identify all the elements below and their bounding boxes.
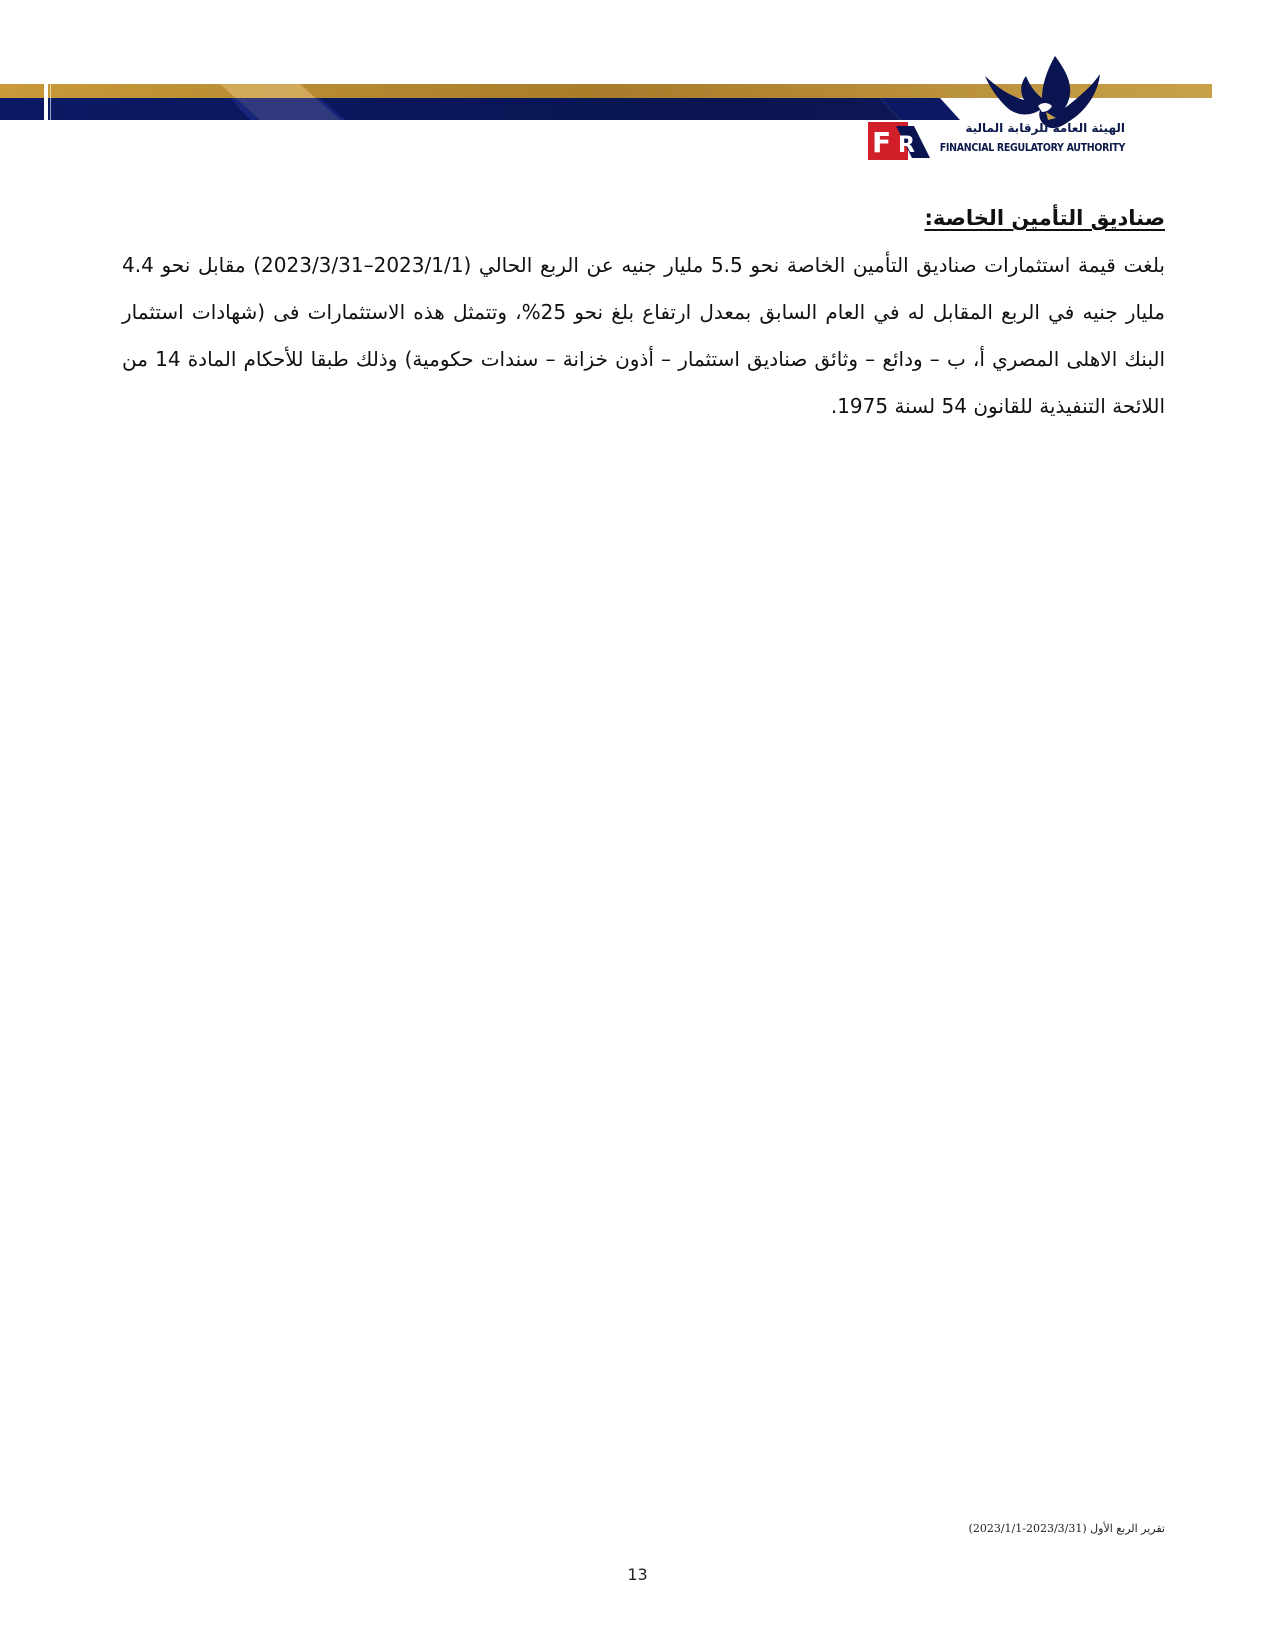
page-number: 13	[627, 1565, 648, 1584]
footer-report-label: تقرير الربع الأول (2023/3/31-2023/1/1)	[968, 1522, 1165, 1535]
org-name-english: FINANCIAL REGULATORY AUTHORITY	[939, 142, 1125, 154]
svg-text:R: R	[898, 133, 915, 158]
main-content	[122, 206, 1165, 430]
section-title: صناديق التأمين الخاصة:	[924, 206, 1165, 230]
section-paragraph: بلغت قيمة استثمارات صناديق التأمين الخاصة نحو 5.5 مليار جنيه عن الربع الحالي (2023/1/1–2023/3/31) مقابل نحو 4.4 مليار جنيه في الربع المقابل له في العام السابق بمعدل ارتفاع بلغ نحو 25%، وتتمثل هذه الاستثمارات فى (شهادات استثمار البنك الاهلى المصري أ، ب – ودائع – وثائق صناديق استثمار – أذون خزانة – سندات حكومية) وذلك طبقا للأحكام المادة 14 من اللائحة التنفيذية للقانون 54 لسنة 1975.	[122, 253, 1166, 418]
org-name-arabic: الهيئة العامة للرقابة المالية	[965, 121, 1125, 135]
svg-text:F: F	[872, 126, 892, 159]
